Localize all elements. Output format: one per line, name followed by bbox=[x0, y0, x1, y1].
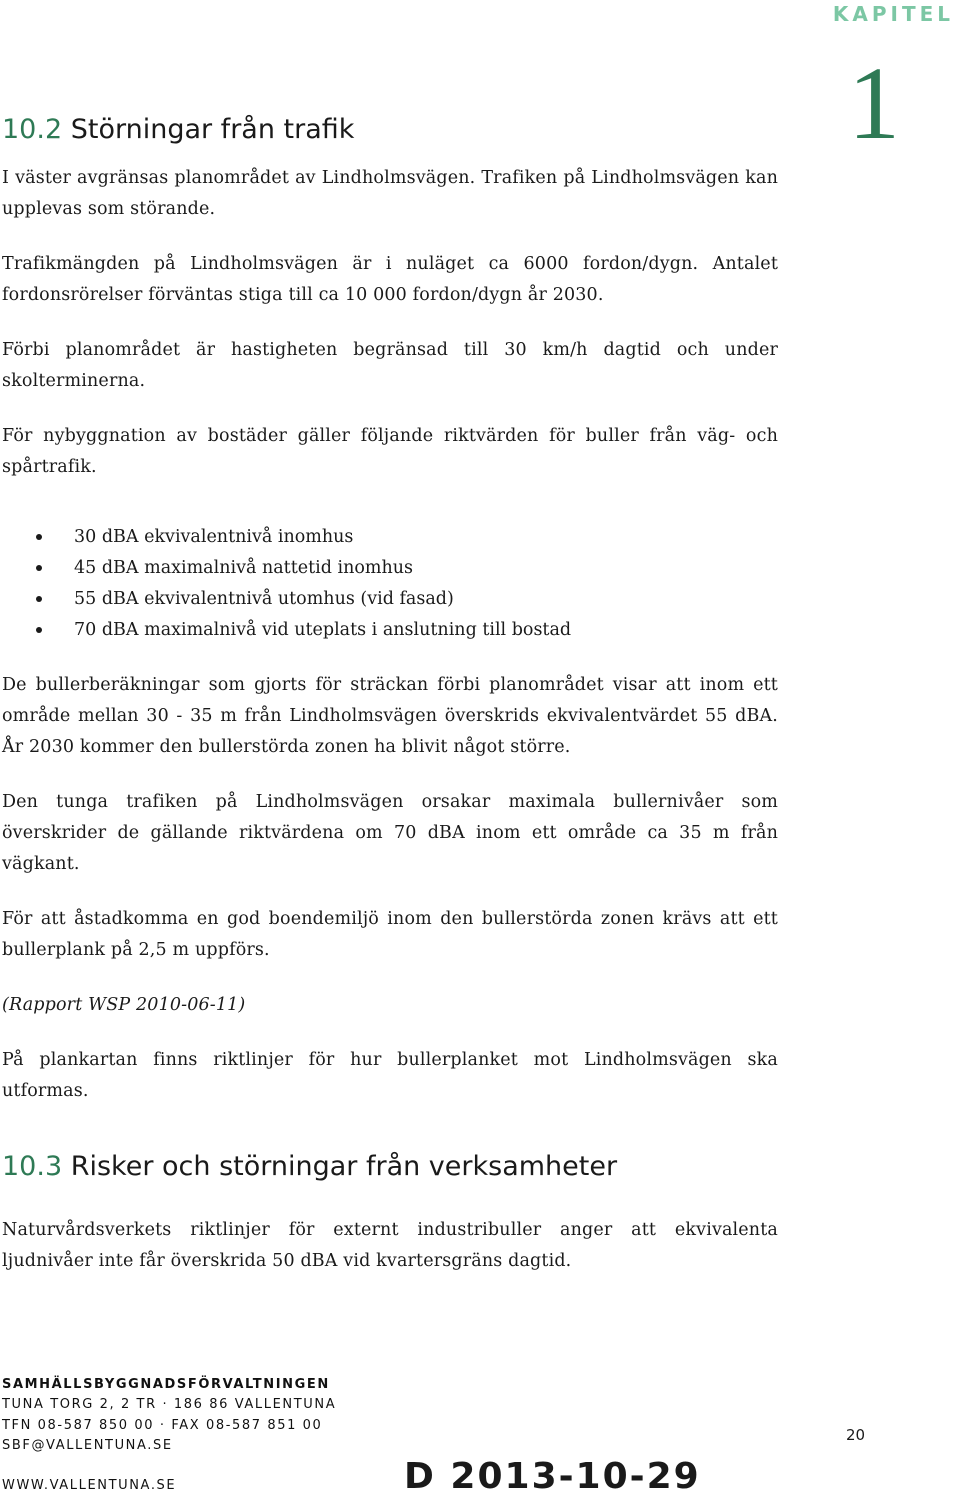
footer-web: WWW.VALLENTUNA.SE bbox=[2, 1478, 177, 1493]
paragraph: På plankartan finns riktlinjer för hur bullerplanket mot Lindholmsvägen ska utformas. bbox=[2, 1050, 778, 1101]
footer-org: SAMHÄLLSBYGGNADSFÖRVALTNINGEN bbox=[2, 1377, 330, 1392]
kapitel-label: KAPITEL bbox=[832, 2, 954, 26]
list-item-text: 70 dBA maximalnivå vid uteplats i anslutning till bostad bbox=[74, 620, 572, 640]
list-item bbox=[36, 553, 571, 584]
noise-limits-list bbox=[36, 522, 571, 646]
section-number: 10.2 bbox=[2, 114, 63, 145]
list-item bbox=[36, 615, 571, 646]
list-item-text: 55 dBA ekvivalentnivå utomhus (vid fasad) bbox=[74, 589, 454, 609]
footer-email: SBF@VALLENTUNA.SE bbox=[2, 1438, 173, 1453]
section-heading-10-3 bbox=[2, 1151, 617, 1182]
paragraph: Den tunga trafiken på Lindholmsvägen orsakar maximala bullernivåer som överskrider de gällande riktvärdena om 70 dBA inom ett område ca 35 m från vägkant. bbox=[2, 792, 778, 874]
section-title: Risker och störningar från verksamheter bbox=[70, 1151, 618, 1182]
list-item-text: 30 dBA ekvivalentnivå inomhus bbox=[74, 527, 354, 547]
paragraph: I väster avgränsas planområdet av Lindholmsvägen. Trafiken på Lindholmsvägen kan upplevas som störande. bbox=[2, 168, 778, 219]
footer-address: TUNA TORG 2, 2 TR · 186 86 VALLENTUNA bbox=[2, 1397, 337, 1412]
report-reference: (Rapport WSP 2010-06-11) bbox=[2, 995, 246, 1015]
paragraph: Trafikmängden på Lindholmsvägen är i nuläget ca 6000 fordon/dygn. Antalet fordonsrörelser förväntas stiga till ca 10 000 fordon/dygn år 2030. bbox=[2, 254, 778, 305]
list-item bbox=[36, 584, 571, 615]
paragraph: För nybyggnation av bostäder gäller följande riktvärden för buller från väg- och spårtrafik. bbox=[2, 426, 778, 477]
list-item bbox=[36, 522, 571, 553]
bullet-icon bbox=[36, 627, 42, 633]
section-title: Störningar från trafik bbox=[70, 114, 355, 145]
chapter-number: 1 bbox=[848, 46, 900, 161]
section-heading-10-2 bbox=[2, 114, 354, 145]
bullet-icon bbox=[36, 565, 42, 571]
paragraph: För att åstadkomma en god boendemiljö inom den bullerstörda zonen krävs att ett bullerplank på 2,5 m uppförs. bbox=[2, 909, 778, 960]
footer-phone: TFN 08-587 850 00 · FAX 08-587 851 00 bbox=[2, 1418, 323, 1433]
document-date: D 2013-10-29 bbox=[404, 1456, 701, 1497]
list-item-text: 45 dBA maximalnivå nattetid inomhus bbox=[74, 558, 414, 578]
paragraph: Förbi planområdet är hastigheten begränsad till 30 km/h dagtid och under skolterminerna. bbox=[2, 340, 778, 391]
bullet-icon bbox=[36, 596, 42, 602]
section-number: 10.3 bbox=[2, 1151, 63, 1182]
bullet-icon bbox=[36, 534, 42, 540]
paragraph: Naturvårdsverkets riktlinjer för externt industribuller anger att ekvivalenta ljudnivåer inte får överskrida 50 dBA vid kvartersgräns dagtid. bbox=[2, 1220, 778, 1271]
paragraph: De bullerberäkningar som gjorts för sträckan förbi planområdet visar att inom ett område mellan 30 - 35 m från Lindholmsvägen överskrids ekvivalentvärdet 55 dBA. År 2030 kommer den bullerstörda zonen ha blivit något större. bbox=[2, 675, 778, 757]
page-number: 20 bbox=[846, 1426, 866, 1444]
